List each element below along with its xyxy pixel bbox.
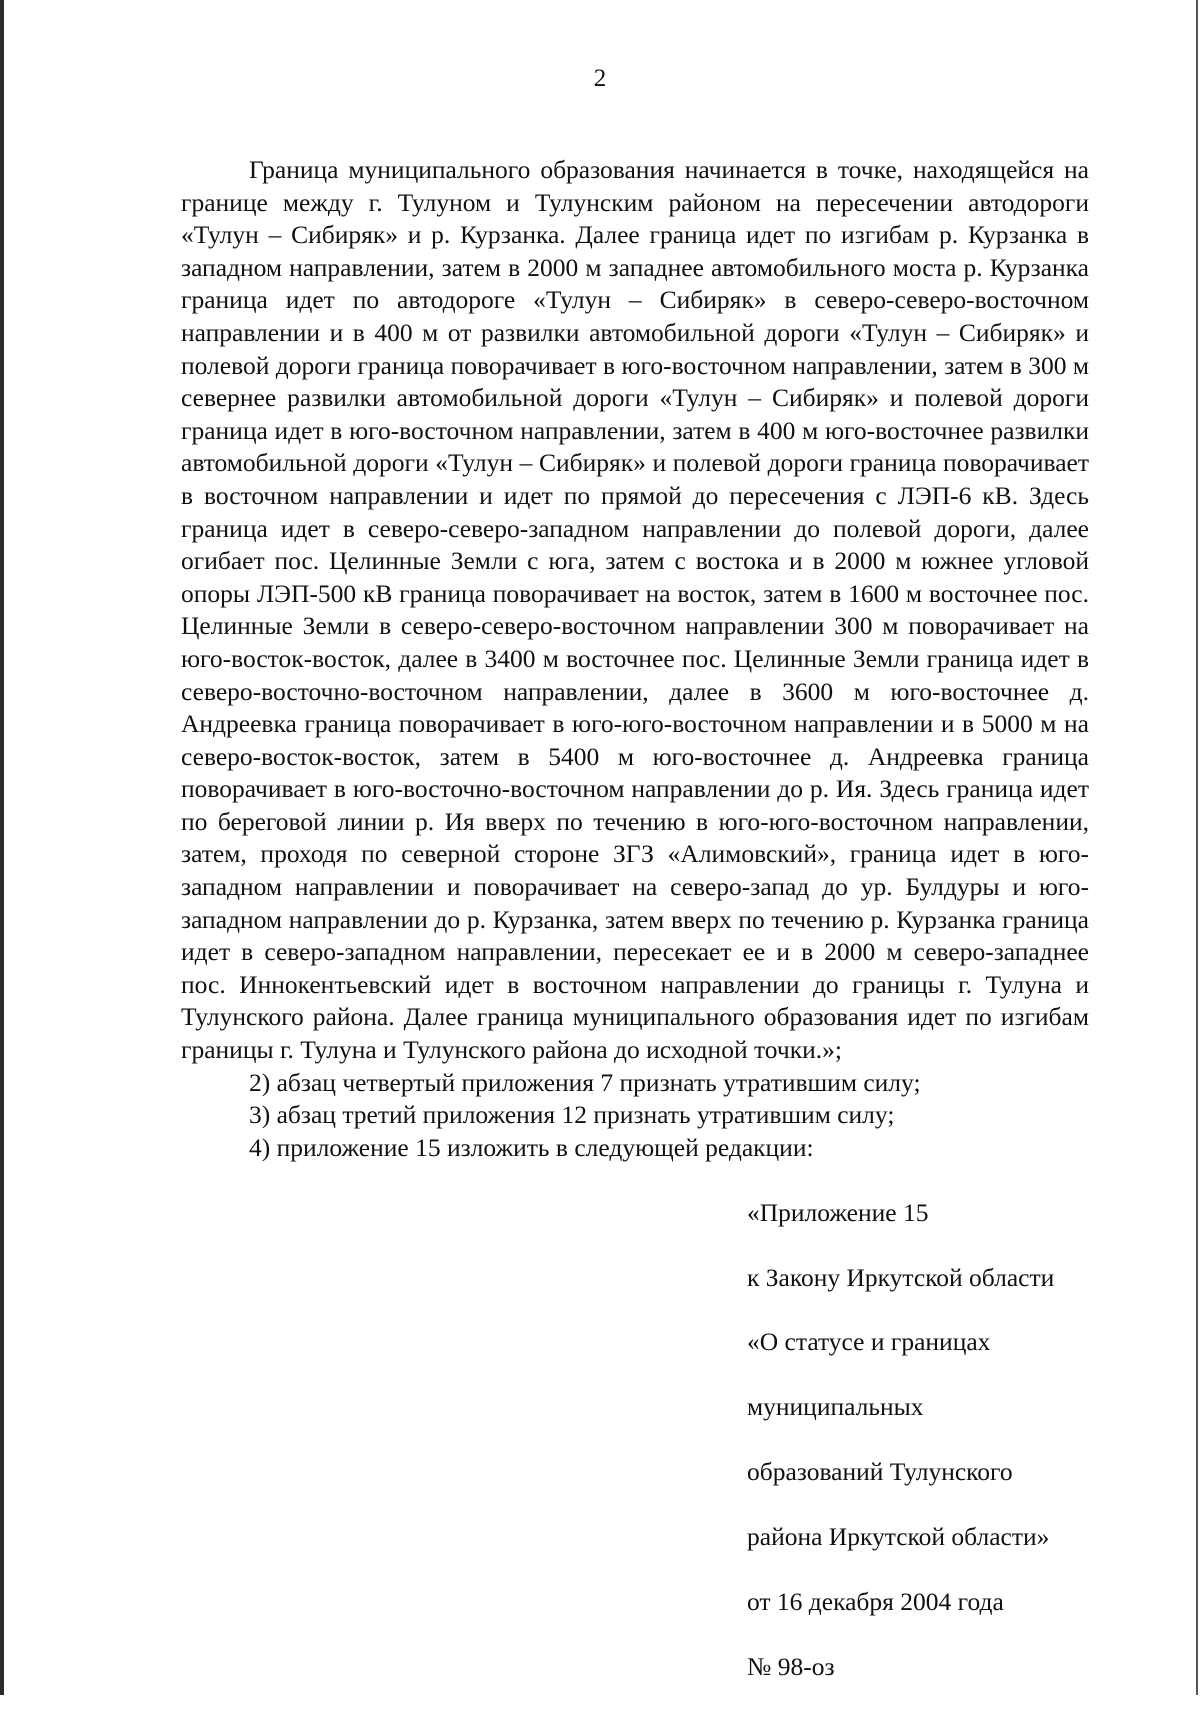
appendix-line: к Закону Иркутской области <box>747 1262 1055 1292</box>
appendix-heading <box>747 1164 1089 1715</box>
appendix-line: муниципальных <box>747 1392 924 1422</box>
scan-edge-left <box>0 0 4 1695</box>
list-item-2: 2) абзац четвертый приложения 7 признать утратившим силу; <box>249 1067 921 1097</box>
page-number: 2 <box>593 65 607 92</box>
list-item-4: 4) приложение 15 изложить в следующей редакции: <box>249 1132 814 1162</box>
scan-edge-right <box>1196 0 1198 1695</box>
boundary-description-paragraph: Граница муниципального образования начинается в точке, находящейся на границе между г. Тулуном и Тулунским районом на пересечении автодороги «Тулун – Сибиряк» и р. Курзанка. Далее граница идет по изгибам р. Курзанка в западном направлении, затем в 2000 м западнее автомобильного моста р. Курзанка граница идет по автодороге «Тулун – Сибиряк» в северо-северо-восточном направлении и в 400 м от развилки автомобильной дороги «Тулун – Сибиряк» и полевой дороги граница поворачивает в юго-восточном направлении, затем в 300 м севернее развилки автомобильной дороги «Тулун – Сибиряк» и полевой дороги граница идет в юго-восточном направлении, затем в 400 м юго-восточнее развилки автомобильной дороги «Тулун – Сибиряк» и полевой дороги граница поворачивает в восточном направлении и идет по прямой до пересечения с ЛЭП-6 кВ. Здесь граница идет в северо-северо-западном направлении до полевой дороги, далее огибает пос. Целинные Земли с юга, затем с востока и в 2000 м южнее угловой опоры ЛЭП-500 кВ граница поворачивает на восток, затем в 1600 м восточнее пос. Целинные Земли в северо-северо-восточном направлении 300 м поворачивает на юго-восток-восток, далее в 3400 м восточнее пос. Целинные Земли граница идет в северо-восточно-восточном направлении, далее в 3600 м юго-восточнее д. Андреевка граница поворачивает в юго-юго-восточном направлении и в 5000 м на северо-восток-восток, затем в 5400 м юго-восточнее д. Андреевка граница поворачивает в юго-восточно-восточном направлении до р. Ия. Здесь граница идет по береговой линии р. Ия вверх по течению в юго-юго-восточном направлении, затем, проходя по северной стороне ЗГЗ «Алимовский», граница идет в юго-западном направлении и поворачивает на северо-запад до ур. Булдуры и юго-западном направлении до р. Курзанка, затем вверх по течению р. Курзанка граница идет в северо-западном направлении, пересекает ее и в 2000 м северо-западнее пос. Иннокентьевский идет в восточном направлении до границы г. Тулуна и Тулунского района. Далее граница муниципального образования идет по изгибам границы г. Тулуна и Тулунского района до исходной точки.»; <box>181 155 1089 1065</box>
list-item-3: 3) абзац третий приложения 12 признать утратившим силу; <box>249 1100 895 1130</box>
appendix-line: «Приложение 15 <box>747 1197 929 1227</box>
appendix-line: района Иркутской области» <box>747 1521 1050 1551</box>
appendix-line: образований Тулунского <box>747 1457 1013 1487</box>
appendix-line: № 98-оз <box>747 1651 835 1681</box>
appendix-line: от 16 декабря 2004 года <box>747 1586 1004 1616</box>
appendix-line: «О статусе и границах <box>747 1327 991 1357</box>
body-text <box>181 154 1089 1715</box>
